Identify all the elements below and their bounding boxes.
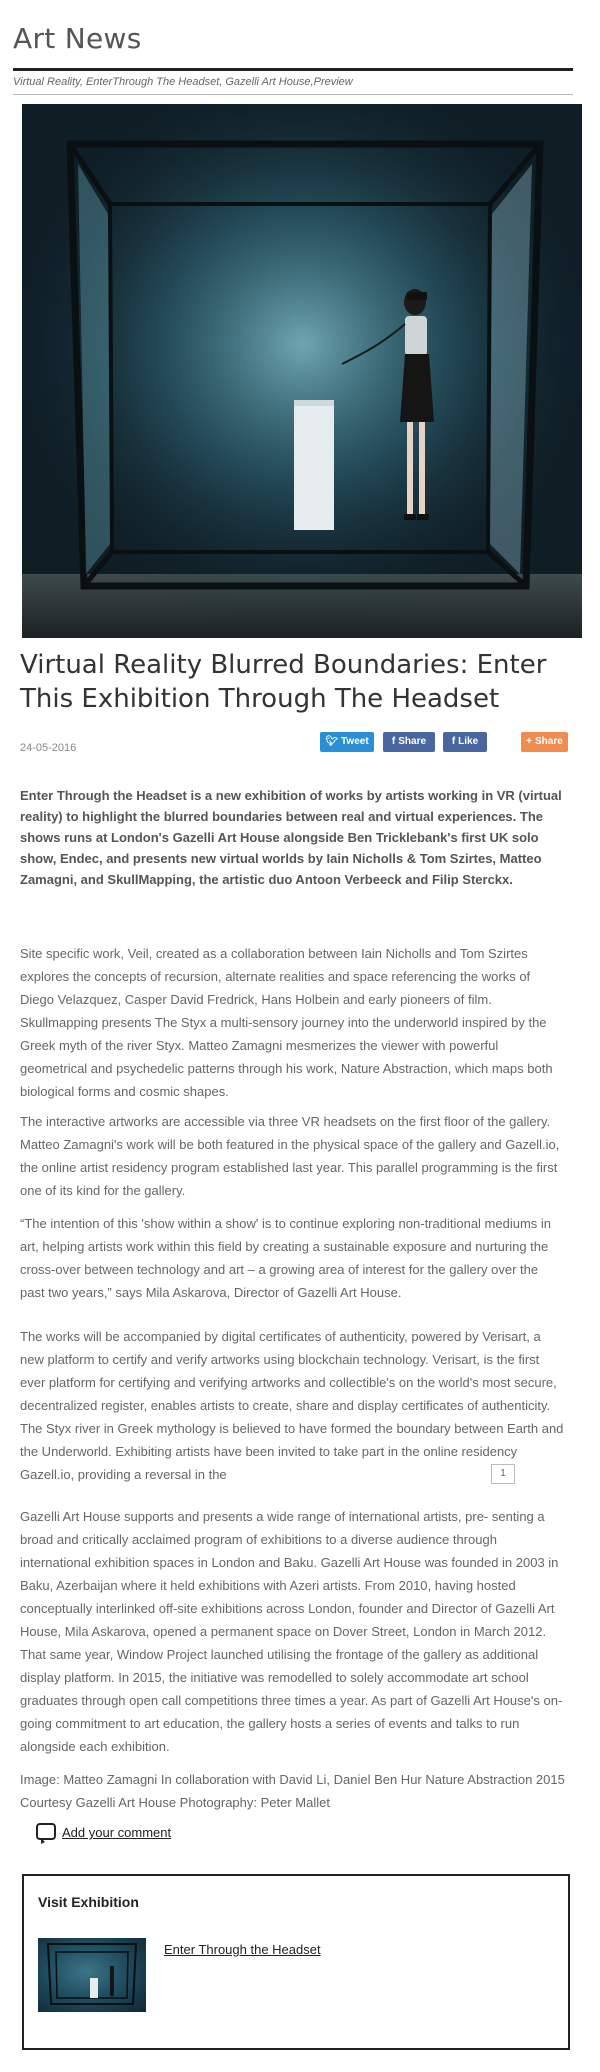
add-comment-link[interactable]	[36, 1823, 171, 1843]
exhibition-link[interactable]: Enter Through the Headset	[164, 1942, 321, 1957]
facebook-like-button[interactable]	[443, 732, 487, 752]
article-paragraph: “The intention of this 'show within a show' is to continue exploring non-traditional mediums in art, helping artists work within this field by creating a sustainable exposure and nurturing the cross-over between technology and art – a growing area of interest for the gallery over the past two years,” says Mila Askarova, Director of Gazelli Art House.	[20, 1216, 552, 1300]
facebook-f-icon: f	[391, 736, 396, 747]
facebook-like-label: Like	[458, 736, 479, 747]
article-lead: Enter Through the Headset is a new exhibition of works by artists working in VR (virtual reality) to highlight the blurred boundaries between real and virtual experiences. The shows runs at London's Gazelli Art House alongside Ben Tricklebank's first UK solo show, Endec, and presents new virtual worlds by Iain Nicholls & Tom Szirtes, Matteo Zamagni, and SkullMapping, the artistic duo Antoon Verbeeck and Filip Sterckx.	[20, 788, 562, 887]
facebook-share-button[interactable]	[383, 732, 435, 752]
title-divider	[13, 68, 573, 71]
publish-date: 24-05-2016	[20, 742, 77, 754]
hero-image	[22, 104, 582, 638]
article-paragraph: The interactive artworks are accessible via three VR headsets on the first floor of the gallery. Matteo Zamagni's work will be both featured in the physical space of the gallery and Gazell.io, the online artist residency program established last year. This parallel programming is the first one of its kind for the gallery.	[20, 1114, 560, 1198]
tweet-button[interactable]	[320, 732, 374, 752]
visit-exhibition-title: Visit Exhibition	[38, 1894, 139, 1910]
like-count: 1	[491, 1464, 515, 1484]
section-title: Art News	[13, 22, 142, 55]
tags-divider	[13, 94, 573, 95]
twitter-bird-icon: 🐦︎	[325, 736, 339, 747]
article-title: Virtual Reality Blurred Boundaries: Enter This Exhibition Through The Headset	[20, 650, 547, 714]
exhibition-thumbnail[interactable]	[38, 1938, 146, 2012]
speech-bubble-icon	[36, 1823, 56, 1840]
visit-exhibition-box	[22, 1874, 570, 2050]
google-plus-icon: +	[526, 736, 533, 747]
article-tags[interactable]: Virtual Reality, EnterThrough The Headset, Gazelli Art House,Preview	[13, 76, 353, 88]
google-share-button[interactable]	[521, 732, 568, 752]
facebook-f-icon: f	[451, 736, 456, 747]
google-share-label: Share	[535, 736, 563, 747]
exhibition-thumbnail-photo	[38, 1938, 146, 2012]
exhibition-photo	[22, 104, 582, 638]
article-paragraph: Site specific work, Veil, created as a collaboration between Iain Nicholls and Tom Szirtes explores the concepts of recursion, alternate realities and space referencing the works of Diego Velazquez, Casper David Fredrick, Hans Holbein and early pioneers of film. Skullmapping presents The Styx a multi-sensory journey into the underworld inspired by the Greek myth of the river Styx. Matteo Zamagni mesmerizes the viewer with powerful geometrical and psychedelic patterns through his work, Nature Abstraction, which maps both biological forms and cosmic shapes.	[20, 946, 553, 1099]
article-paragraph: Gazelli Art House supports and presents a wide range of international artists, pre- senting a broad and critically acclaimed program of exhibitions to a diverse audience through international exhibition spaces in London and Baku. Gazelli Art House was founded in 2003 in Baku, Azerbaijan where it held exhibitions with Azeri artists. From 2010, having hosted conceptually interlinked off-site exhibitions across London, founder and Director of Gazelli Art House, Mila Askarova, opened a permanent space on Dover Street, London in March 2012. That same year, Window Project launched utilising the frontage of the gallery as additional display platform. In 2015, the initiative was remodelled to solely accommodate art school graduates through open call competitions three times a year. As part of Gazelli Art House's on-going commitment to art education, the gallery hosts a series of events and talks to run alongside each exhibition.	[20, 1509, 563, 1754]
image-credit: Image: Matteo Zamagni In collaboration with David Li, Daniel Ben Hur Nature Abstraction 2015 Courtesy Gazelli Art House Photography: Peter Mallet	[20, 1772, 565, 1810]
tweet-label: Tweet	[341, 736, 369, 747]
article-paragraph: The works will be accompanied by digital certificates of authenticity, powered by Verisart, a new platform to certify and verify artworks using blockchain technology. Verisart, is the first ever platform for certifying and verifying artworks and collectible's on the world's most secure, decentralized register, enables artists to create, share and display certificates of authenticity. The Styx river in Greek mythology is believed to have formed the boundary between Earth and the Underworld. Exhibiting artists have been invited to take part in the online residency Gazell.io, providing a reversal in the	[20, 1329, 564, 1482]
facebook-share-label: Share	[398, 736, 427, 747]
add-comment-label: Add your comment	[62, 1825, 172, 1840]
